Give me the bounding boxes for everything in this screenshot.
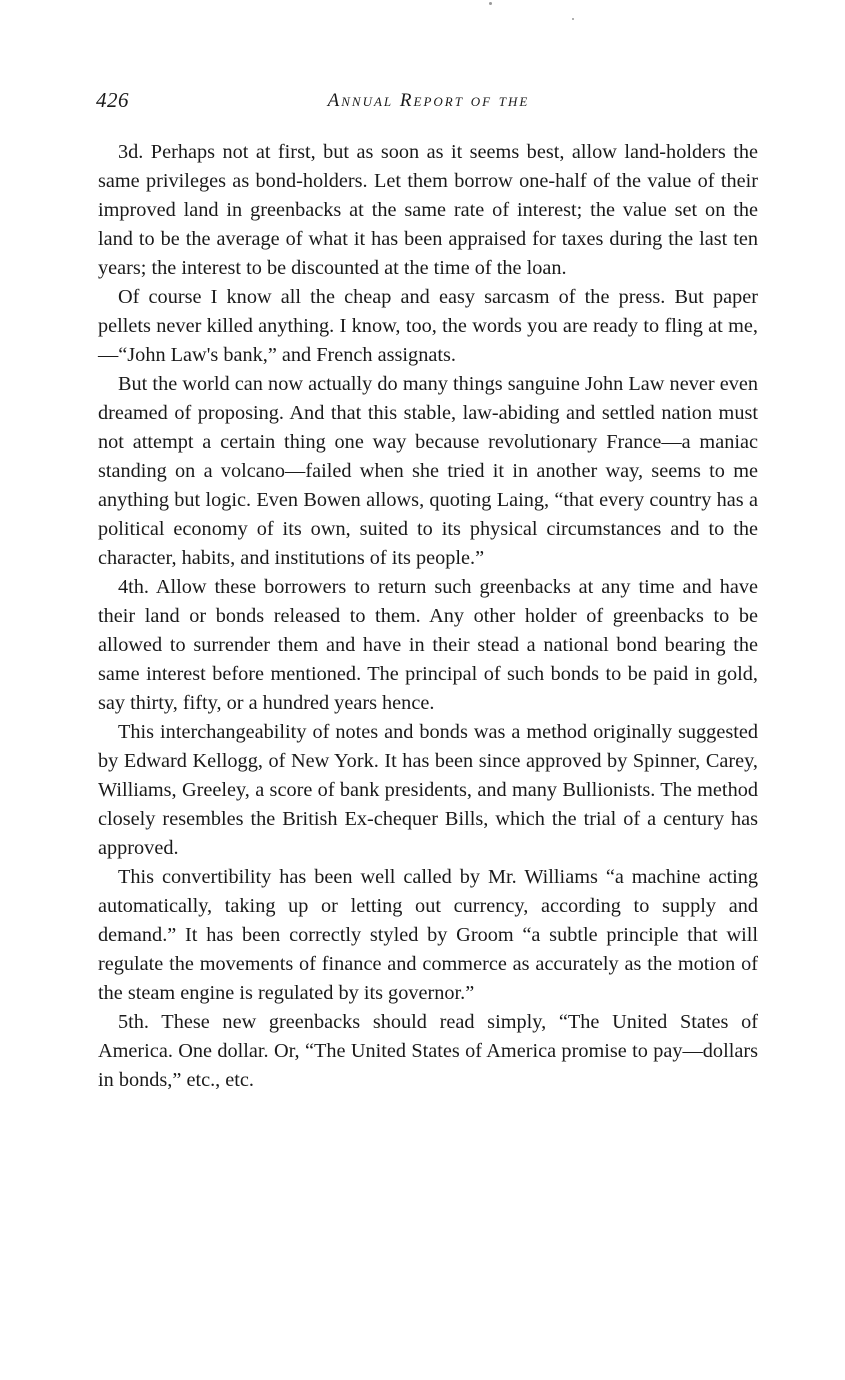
paragraph-3d: 3d. Perhaps not at first, but as soon as it seems best, allow land-holders the same privileges as bond-holders. Let them borrow one-half of the value of their improved land in greenbacks at the same rate of interest; the value set on the land to be the average of what it has been appraised for taxes during the last ten years; the interest to be discounted at the time of the loan.: [98, 141, 758, 279]
ink-speck: [572, 18, 574, 20]
paragraph-4th: 4th. Allow these borrowers to return such greenbacks at any time and have their land or bonds released to them. Any other holder of greenbacks to be allowed to surrender them and have in their stead a national bond bearing the same interest before mentioned. The principal of such bonds to be paid in gold, say thirty, fifty, or a hundred years hence.: [98, 576, 758, 714]
body-text: [98, 138, 758, 1095]
paragraph-john-law: But the world can now actually do many things sanguine John Law never even dreamed of proposing. And that this stable, law-abiding and settled nation must not attempt a certain thing one way because revolutionary France—a maniac standing on a volcano—failed when she tried it in another way, seems to me anything but logic. Even Bowen allows, quoting Laing, “that every country has a political economy of its own, suited to its physical circumstances and to the character, habits, and institutions of its people.”: [98, 373, 758, 569]
paragraph-5th: 5th. These new greenbacks should read simply, “The United States of America. One dollar. Or, “The United States of America promise to pay—dollars in bonds,” etc., etc.: [98, 1011, 758, 1091]
paragraph-convertibility: This convertibility has been well called by Mr. Williams “a machine acting automatically, taking up or letting out currency, according to supply and demand.” It has been correctly styled by Groom “a subtle principle that will regulate the movements of finance and commerce as accurately as the motion of the steam engine is regulated by its governor.”: [98, 866, 758, 1004]
ink-speck: [489, 2, 492, 5]
paragraph-interchangeability: This interchangeability of notes and bonds was a method originally suggested by Edward Kellogg, of New York. It has been since approved by Spinner, Carey, Williams, Greeley, a score of bank presidents, and many Bullionists. The method closely resembles the British Ex-chequer Bills, which the trial of a century has approved.: [98, 721, 758, 859]
page-number: 426: [96, 88, 129, 112]
page-header: [96, 88, 761, 118]
paragraph-sarcasm: Of course I know all the cheap and easy sarcasm of the press. But paper pellets never killed anything. I know, too, the words you are ready to fling at me,—“John Law's bank,” and French assignats.: [98, 286, 758, 366]
running-head: Annual Report of the: [327, 90, 530, 111]
